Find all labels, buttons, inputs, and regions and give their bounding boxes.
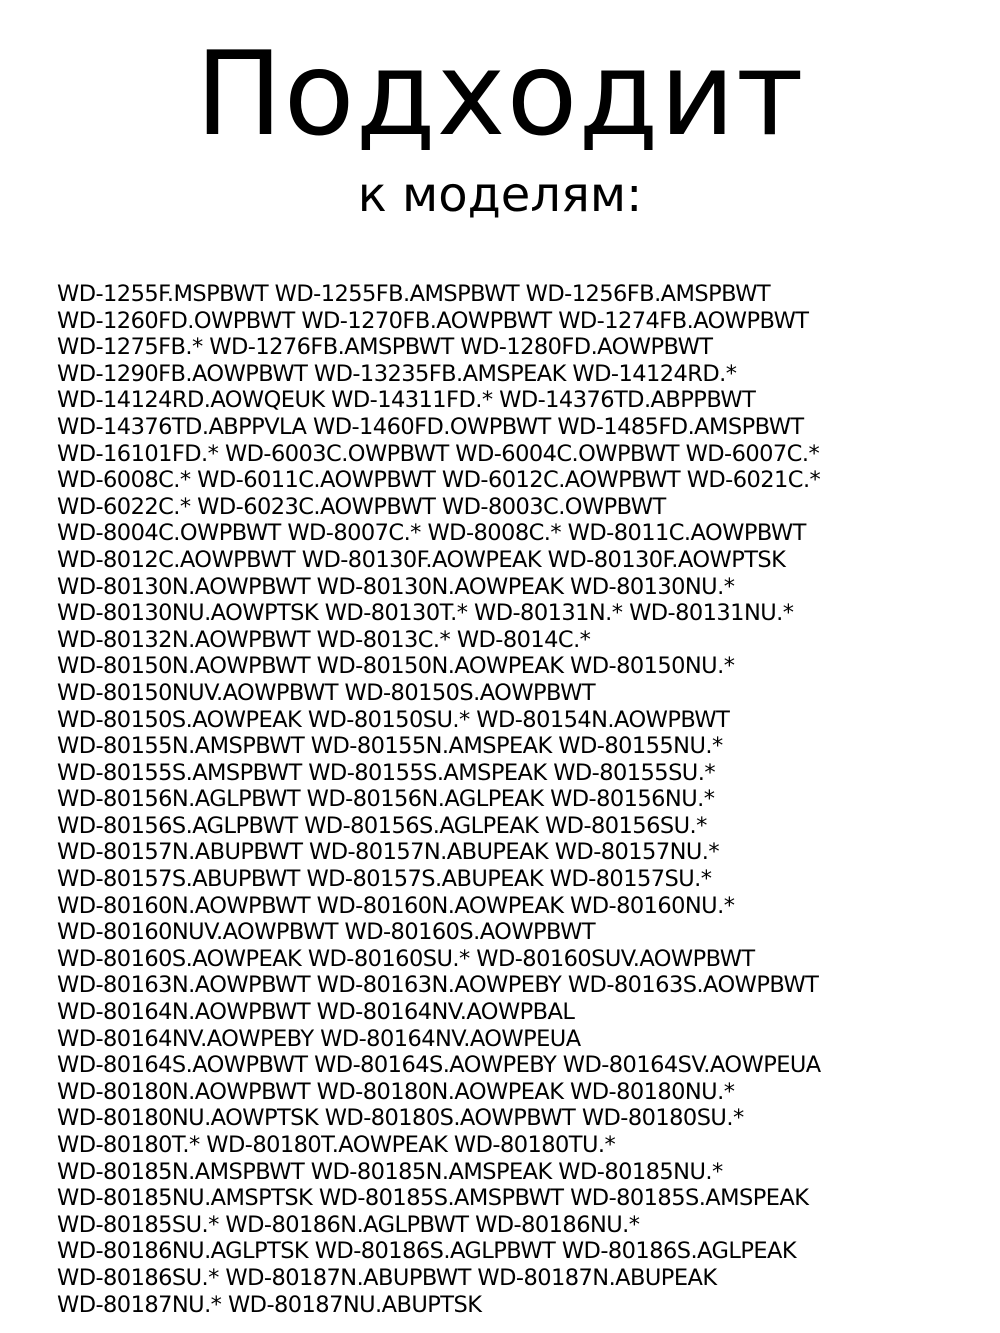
model-line: WD-80164S.AOWPBWT WD-80164S.AOWPEBY WD-80164SV.AOWPEUA (57, 1052, 821, 1079)
model-line: WD-80186NU.AGLPTSK WD-80186S.AGLPBWT WD-80186S.AGLPEAK (57, 1238, 797, 1265)
model-line: WD-6008C.* WD-6011C.AOWPBWT WD-6012C.AOWPBWT WD-6021C.* (57, 467, 821, 494)
model-line: WD-80132N.AOWPBWT WD-8013C.* WD-8014C.* (57, 626, 591, 653)
model-line: WD-80185N.AMSPBWT WD-80185N.AMSPEAK WD-80185NU.* (57, 1158, 723, 1185)
model-line: WD-14376TD.ABPPVLA WD-1460FD.OWPBWT WD-1485FD.AMSPBWT (57, 413, 804, 440)
model-line: WD-80164NV.AOWPEBY WD-80164NV.AOWPEUA (57, 1025, 581, 1052)
model-line: WD-80160S.AOWPEAK WD-80160SU.* WD-80160SUV.AOWPBWT (57, 945, 755, 972)
model-line: WD-80156S.AGLPBWT WD-80156S.AGLPEAK WD-80156SU.* (57, 812, 707, 839)
model-line: WD-80187NU.* WD-80187NU.ABUPTSK (57, 1291, 482, 1318)
model-line: WD-80150S.AOWPEAK WD-80150SU.* WD-80154N.AOWPBWT (57, 706, 730, 733)
model-line: WD-1260FD.OWPBWT WD-1270FB.AOWPBWT WD-1274FB.AOWPBWT (57, 307, 809, 334)
model-line: WD-80130N.AOWPBWT WD-80130N.AOWPEAK WD-80130NU.* (57, 573, 735, 600)
model-line: WD-80164N.AOWPBWT WD-80164NV.AOWPBAL (57, 999, 575, 1026)
model-line: WD-80155N.AMSPBWT WD-80155N.AMSPEAK WD-80155NU.* (57, 733, 723, 760)
model-line: WD-8012C.AOWPBWT WD-80130F.AOWPEAK WD-80130F.AOWPTSK (57, 546, 786, 573)
page-subtitle: к моделям: (357, 167, 643, 223)
model-line: WD-80163N.AOWPBWT WD-80163N.AOWPEBY WD-80163S.AOWPBWT (57, 972, 819, 999)
model-line: WD-80180T.* WD-80180T.AOWPEAK WD-80180TU.* (57, 1132, 616, 1158)
model-line: WD-80160NUV.AOWPBWT WD-80160S.AOWPBWT (57, 919, 596, 946)
model-line: WD-80157S.ABUPBWT WD-80157S.ABUPEAK WD-80157SU.* (57, 866, 712, 893)
model-line: WD-6022C.* WD-6023C.AOWPBWT WD-8003C.OWPBWT (57, 493, 666, 520)
model-line: WD-1255F.MSPBWT WD-1255FB.AMSPBWT WD-1256FB.AMSPBWT (57, 281, 771, 307)
model-line: WD-16101FD.* WD-6003C.OWPBWT WD-6004C.OWPBWT WD-6007C.* (57, 440, 820, 467)
model-line: WD-1275FB.* WD-1276FB.AMSPBWT WD-1280FD.AOWPBWT (57, 334, 713, 361)
model-line: WD-80130NU.AOWPTSK WD-80130T.* WD-80131N.* WD-80131NU.* (57, 600, 794, 627)
model-line: WD-80185NU.AMSPTSK WD-80185S.AMSPBWT WD-80185S.AMSPEAK (57, 1185, 809, 1212)
model-line: WD-80180NU.AOWPTSK WD-80180S.AOWPBWT WD-80180SU.* (57, 1105, 744, 1132)
model-line: WD-80160N.AOWPBWT WD-80160N.AOWPEAK WD-80160NU.* (57, 892, 735, 919)
model-line: WD-80157N.ABUPBWT WD-80157N.ABUPEAK WD-80157NU.* (57, 839, 720, 866)
model-line: WD-14124RD.AOWQEUK WD-14311FD.* WD-14376TD.ABPPBWT (57, 387, 756, 414)
model-list (57, 281, 992, 1318)
page-title: Подходит (195, 27, 805, 162)
model-line: WD-1290FB.AOWPBWT WD-13235FB.AMSPEAK WD-14124RD.* (57, 360, 737, 387)
model-line: WD-80180N.AOWPBWT WD-80180N.AOWPEAK WD-80180NU.* (57, 1078, 735, 1105)
model-line: WD-80155S.AMSPBWT WD-80155S.AMSPEAK WD-80155SU.* (57, 759, 716, 786)
model-line: WD-80186SU.* WD-80187N.ABUPBWT WD-80187N.ABUPEAK (57, 1264, 717, 1291)
model-line: WD-8004C.OWPBWT WD-8007C.* WD-8008C.* WD-8011C.AOWPBWT (57, 520, 806, 547)
model-line: WD-80150NUV.AOWPBWT WD-80150S.AOWPBWT (57, 679, 596, 706)
model-line: WD-80156N.AGLPBWT WD-80156N.AGLPEAK WD-80156NU.* (57, 786, 715, 813)
model-line: WD-80185SU.* WD-80186N.AGLPBWT WD-80186NU.* (57, 1211, 640, 1238)
model-line: WD-80150N.AOWPBWT WD-80150N.AOWPEAK WD-80150NU.* (57, 653, 735, 680)
